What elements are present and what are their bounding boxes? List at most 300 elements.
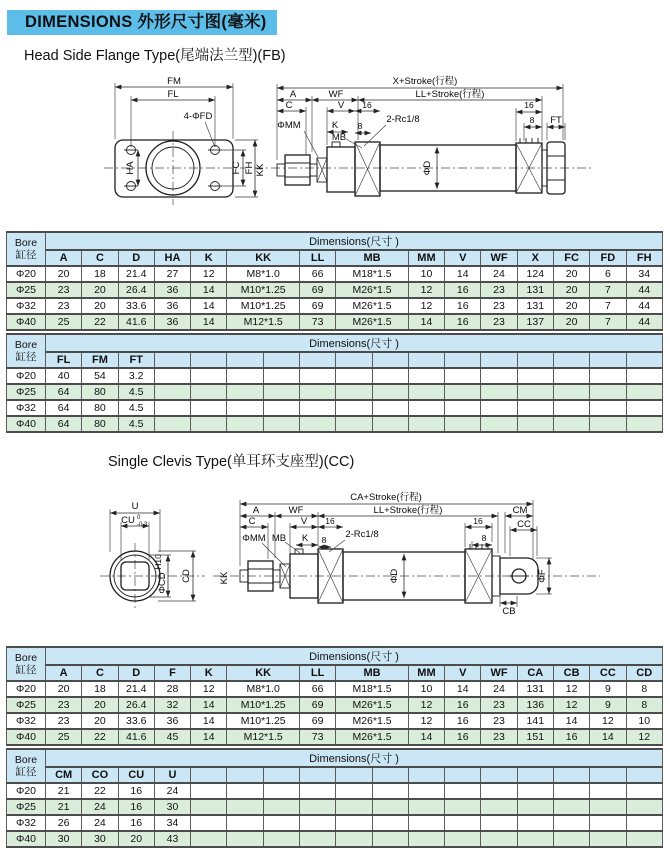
value-cell: 20	[553, 282, 589, 298]
empty-cell	[517, 799, 553, 815]
dimensions-header: Dimensions(尺寸 )	[46, 334, 663, 352]
empty-cell	[553, 368, 589, 384]
value-cell: 16	[445, 729, 481, 745]
column-header: FL	[46, 352, 82, 368]
empty-cell	[626, 783, 663, 799]
value-cell: 25	[46, 729, 82, 745]
dim-label-ca-stroke: CA+Stroke(行程)	[350, 492, 422, 503]
dim-label-kk: KK	[219, 571, 230, 585]
empty-cell	[372, 799, 408, 815]
column-header: CB	[553, 665, 589, 681]
empty-header-cell	[481, 767, 517, 783]
value-cell: 14	[191, 713, 227, 729]
clevis-sub-table	[6, 748, 663, 848]
value-cell: 16	[118, 799, 154, 815]
dim-label-k: K	[301, 533, 309, 544]
empty-header-cell	[517, 352, 553, 368]
bore-cell: Φ40	[7, 729, 46, 745]
column-header: U	[154, 767, 190, 783]
empty-cell	[445, 783, 481, 799]
empty-cell	[299, 815, 335, 831]
empty-cell	[299, 799, 335, 815]
value-cell: 14	[191, 282, 227, 298]
value-cell: 12	[408, 713, 444, 729]
column-header: KK	[227, 665, 300, 681]
bore-cell: Φ25	[7, 282, 46, 298]
value-cell: M12*1.5	[227, 729, 300, 745]
table-row	[7, 681, 663, 697]
table-row	[7, 831, 663, 847]
empty-header-cell	[590, 352, 626, 368]
empty-cell	[336, 831, 372, 847]
value-cell: 8	[626, 697, 663, 713]
dim-label-wf: WF	[328, 89, 344, 100]
value-cell: 73	[299, 729, 335, 745]
value-cell: 12	[626, 729, 663, 745]
value-cell: M26*1.5	[336, 729, 409, 745]
clevis-type-tables	[6, 646, 664, 848]
empty-cell	[517, 783, 553, 799]
dim-label-d: ΦD	[389, 568, 400, 584]
empty-cell	[517, 384, 553, 400]
value-cell: 41.6	[118, 729, 154, 745]
flange-type-tables	[6, 231, 664, 433]
value-cell: 14	[191, 298, 227, 314]
column-header: CO	[82, 767, 118, 783]
dim-label-cc: CC	[517, 519, 531, 530]
empty-cell	[445, 831, 481, 847]
value-cell: 32	[154, 697, 190, 713]
dim-label-cu-tol-bot: -0.3	[137, 522, 148, 528]
empty-cell	[263, 400, 299, 416]
clevis-main-table	[6, 646, 663, 746]
column-header: FD	[590, 250, 626, 266]
empty-cell	[626, 831, 663, 847]
dim-label-mb: MB	[271, 533, 287, 544]
value-cell: 14	[553, 713, 589, 729]
value-cell: 24	[481, 266, 517, 282]
empty-cell	[299, 400, 335, 416]
value-cell: 137	[517, 314, 553, 330]
table-row	[7, 713, 663, 729]
empty-cell	[191, 783, 227, 799]
flange-main-table	[6, 231, 663, 331]
empty-cell	[372, 400, 408, 416]
column-header: K	[191, 250, 227, 266]
empty-cell	[481, 831, 517, 847]
empty-cell	[154, 368, 190, 384]
value-cell: 20	[118, 831, 154, 847]
value-cell: 7	[590, 282, 626, 298]
value-cell: 24	[481, 681, 517, 697]
bore-cell: Φ25	[7, 697, 46, 713]
empty-cell	[626, 384, 663, 400]
value-cell: 80	[82, 384, 118, 400]
column-header: D	[118, 250, 154, 266]
empty-cell	[590, 368, 626, 384]
value-cell: 34	[626, 266, 663, 282]
value-cell: 21.4	[118, 681, 154, 697]
empty-cell	[481, 815, 517, 831]
value-cell: 12	[408, 298, 444, 314]
empty-cell	[445, 416, 481, 432]
empty-cell	[408, 384, 444, 400]
empty-cell	[299, 368, 335, 384]
dim-label-v: V	[337, 100, 345, 111]
empty-cell	[299, 831, 335, 847]
empty-cell	[227, 368, 263, 384]
value-cell: 64	[46, 384, 82, 400]
empty-cell	[336, 400, 372, 416]
value-cell: M8*1.0	[227, 681, 300, 697]
value-cell: 18	[82, 266, 118, 282]
column-header: CD	[626, 665, 663, 681]
value-cell: 43	[154, 831, 190, 847]
empty-header-cell	[336, 767, 372, 783]
value-cell: 23	[46, 697, 82, 713]
value-cell: 16	[118, 783, 154, 799]
column-header: A	[46, 665, 82, 681]
value-cell: 131	[517, 681, 553, 697]
empty-cell	[191, 831, 227, 847]
empty-header-cell	[626, 352, 663, 368]
empty-cell	[445, 368, 481, 384]
value-cell: 27	[154, 266, 190, 282]
bore-cell: Φ32	[7, 298, 46, 314]
empty-header-cell	[263, 767, 299, 783]
value-cell: 30	[46, 831, 82, 847]
dim-label-rc: 2-Rc1/8	[386, 114, 420, 125]
empty-cell	[263, 799, 299, 815]
empty-cell	[553, 384, 589, 400]
empty-cell	[408, 831, 444, 847]
value-cell: 20	[82, 713, 118, 729]
empty-cell	[553, 400, 589, 416]
value-cell: 30	[154, 799, 190, 815]
dim-label-u: U	[131, 501, 139, 512]
value-cell: 26.4	[118, 697, 154, 713]
column-header: A	[46, 250, 82, 266]
value-cell: 4.5	[118, 416, 154, 432]
column-header: MM	[408, 665, 444, 681]
value-cell: 23	[481, 314, 517, 330]
value-cell: 24	[82, 799, 118, 815]
empty-header-cell	[517, 767, 553, 783]
value-cell: 23	[481, 697, 517, 713]
dim-label-h10: H10	[153, 554, 163, 570]
empty-header-cell	[372, 767, 408, 783]
column-header: C	[82, 250, 118, 266]
value-cell: 131	[517, 282, 553, 298]
value-cell: 44	[626, 314, 663, 330]
bore-cell: Φ25	[7, 384, 46, 400]
value-cell: 12	[590, 713, 626, 729]
value-cell: 12	[408, 282, 444, 298]
value-cell: 136	[517, 697, 553, 713]
dim-label-v: V	[300, 516, 308, 527]
table-row	[7, 368, 663, 384]
page-title: DIMENSIONS 外形尺寸图(毫米)	[7, 10, 277, 35]
dim-label-a: A	[289, 89, 297, 100]
value-cell: 36	[154, 713, 190, 729]
empty-cell	[481, 783, 517, 799]
value-cell: 141	[517, 713, 553, 729]
value-cell: M8*1.0	[227, 266, 300, 282]
bore-header: Bore 缸径	[7, 334, 46, 368]
empty-header-cell	[590, 767, 626, 783]
empty-cell	[481, 384, 517, 400]
empty-cell	[553, 799, 589, 815]
value-cell: 14	[191, 729, 227, 745]
dim-label-rc: 2-Rc1/8	[345, 529, 379, 540]
value-cell: M10*1.25	[227, 282, 300, 298]
empty-cell	[481, 416, 517, 432]
column-header: D	[118, 665, 154, 681]
empty-cell	[590, 799, 626, 815]
empty-cell	[191, 384, 227, 400]
bore-cell: Φ20	[7, 681, 46, 697]
value-cell: M18*1.5	[336, 266, 409, 282]
dimensions-header: Dimensions(尺寸 )	[46, 647, 663, 665]
value-cell: 4.5	[118, 400, 154, 416]
empty-cell	[191, 400, 227, 416]
empty-cell	[336, 416, 372, 432]
empty-cell	[336, 783, 372, 799]
section-title-flange: Head Side Flange Type(尾端法兰型)(FB)	[24, 48, 286, 64]
value-cell: 14	[408, 314, 444, 330]
column-header: V	[445, 250, 481, 266]
value-cell: 20	[553, 314, 589, 330]
value-cell: 9	[590, 697, 626, 713]
empty-cell	[227, 815, 263, 831]
bore-header: Bore 缸径	[7, 232, 46, 266]
empty-cell	[553, 783, 589, 799]
column-header: C	[82, 665, 118, 681]
empty-cell	[191, 799, 227, 815]
flange-sub-table	[6, 333, 663, 433]
dim-label-ha: HA	[125, 161, 136, 175]
value-cell: M26*1.5	[336, 697, 409, 713]
value-cell: 36	[154, 282, 190, 298]
empty-cell	[517, 368, 553, 384]
value-cell: 33.6	[118, 713, 154, 729]
table-row	[7, 298, 663, 314]
table-row	[7, 799, 663, 815]
dimensions-header: Dimensions(尺寸 )	[46, 232, 663, 250]
value-cell: 23	[481, 298, 517, 314]
dim-label-f: ΦF	[537, 569, 548, 583]
dim-label-16: 16	[325, 516, 335, 526]
empty-header-cell	[408, 767, 444, 783]
empty-cell	[263, 416, 299, 432]
column-header: CC	[590, 665, 626, 681]
empty-cell	[590, 416, 626, 432]
empty-cell	[227, 831, 263, 847]
value-cell: M10*1.25	[227, 697, 300, 713]
empty-cell	[336, 815, 372, 831]
bore-header: Bore 缸径	[7, 647, 46, 681]
bore-cell: Φ32	[7, 815, 46, 831]
dim-label-wf: WF	[288, 505, 304, 516]
empty-header-cell	[372, 352, 408, 368]
empty-header-cell	[408, 352, 444, 368]
empty-cell	[408, 368, 444, 384]
empty-cell	[372, 783, 408, 799]
value-cell: 20	[553, 266, 589, 282]
rod-nut	[285, 155, 310, 185]
value-cell: 41.6	[118, 314, 154, 330]
empty-header-cell	[626, 767, 663, 783]
empty-header-cell	[445, 767, 481, 783]
empty-header-cell	[227, 767, 263, 783]
empty-cell	[227, 783, 263, 799]
dim-label-mm: ΦMM	[277, 120, 301, 131]
value-cell: 14	[445, 681, 481, 697]
empty-cell	[154, 416, 190, 432]
empty-cell	[191, 416, 227, 432]
value-cell: 21	[46, 799, 82, 815]
value-cell: 12	[553, 697, 589, 713]
value-cell: 69	[299, 298, 335, 314]
value-cell: 30	[82, 831, 118, 847]
value-cell: 66	[299, 266, 335, 282]
value-cell: 16	[445, 298, 481, 314]
value-cell: M26*1.5	[336, 282, 409, 298]
value-cell: 8	[626, 681, 663, 697]
table-row	[7, 783, 663, 799]
empty-cell	[517, 815, 553, 831]
empty-header-cell	[263, 352, 299, 368]
value-cell: 69	[299, 282, 335, 298]
value-cell: 151	[517, 729, 553, 745]
value-cell: 10	[408, 681, 444, 697]
empty-cell	[517, 831, 553, 847]
value-cell: 40	[46, 368, 82, 384]
dim-label-kk: KK	[255, 163, 266, 177]
dim-label-x-stroke: X+Stroke(行程)	[392, 76, 458, 87]
empty-cell	[553, 815, 589, 831]
column-header: CM	[46, 767, 82, 783]
value-cell: 26	[46, 815, 82, 831]
value-cell: 6	[590, 266, 626, 282]
column-header: KK	[227, 250, 300, 266]
empty-cell	[227, 384, 263, 400]
value-cell: 14	[191, 697, 227, 713]
dim-label-cd-dia: ΦCD	[157, 572, 168, 594]
value-cell: 69	[299, 713, 335, 729]
value-cell: 36	[154, 298, 190, 314]
empty-cell	[408, 799, 444, 815]
column-header: FC	[553, 250, 589, 266]
rear-ticks	[520, 138, 538, 143]
empty-cell	[445, 400, 481, 416]
port-boss	[295, 549, 303, 554]
empty-cell	[590, 831, 626, 847]
empty-cell	[445, 384, 481, 400]
table-row	[7, 729, 663, 745]
empty-cell	[372, 416, 408, 432]
empty-header-cell	[336, 352, 372, 368]
value-cell: 131	[517, 298, 553, 314]
value-cell: 24	[154, 783, 190, 799]
dim-label-k: K	[331, 120, 339, 131]
column-header: K	[191, 665, 227, 681]
value-cell: 44	[626, 298, 663, 314]
column-header: MM	[408, 250, 444, 266]
dim-label-16r: 16	[524, 100, 534, 110]
dim-label-a: A	[252, 505, 260, 516]
empty-cell	[372, 831, 408, 847]
column-header: FM	[82, 352, 118, 368]
value-cell: 20	[82, 282, 118, 298]
dim-label-c: C	[248, 516, 256, 527]
empty-cell	[263, 384, 299, 400]
value-cell: 16	[445, 314, 481, 330]
value-cell: 20	[553, 298, 589, 314]
column-header: WF	[481, 665, 517, 681]
empty-cell	[263, 815, 299, 831]
dim-label-ll-stroke: LL+Stroke(行程)	[415, 89, 485, 100]
empty-cell	[626, 368, 663, 384]
value-cell: M18*1.5	[336, 681, 409, 697]
value-cell: 10	[408, 266, 444, 282]
bore-cell: Φ32	[7, 713, 46, 729]
column-header: X	[517, 250, 553, 266]
column-header: FH	[626, 250, 663, 266]
value-cell: 22	[82, 314, 118, 330]
empty-cell	[336, 368, 372, 384]
empty-cell	[408, 783, 444, 799]
column-header: FT	[118, 352, 154, 368]
dim-label-cb: CB	[502, 606, 516, 617]
column-header: LL	[299, 665, 335, 681]
value-cell: 12	[553, 681, 589, 697]
column-header: WF	[481, 250, 517, 266]
value-cell: 21	[46, 783, 82, 799]
value-cell: 10	[626, 713, 663, 729]
dim-label-fh: FH	[244, 161, 255, 175]
value-cell: 22	[82, 729, 118, 745]
bore-cell: Φ25	[7, 799, 46, 815]
bore-cell: Φ32	[7, 400, 46, 416]
empty-cell	[626, 400, 663, 416]
clevis-type-drawing	[0, 478, 670, 648]
value-cell: 64	[46, 400, 82, 416]
value-cell: 16	[445, 282, 481, 298]
value-cell: 80	[82, 416, 118, 432]
bore-cell: Φ20	[7, 266, 46, 282]
value-cell: 14	[590, 729, 626, 745]
column-header: F	[154, 665, 190, 681]
bore-header: Bore 缸径	[7, 749, 46, 783]
dimensions-header: Dimensions(尺寸 )	[46, 749, 663, 767]
value-cell: 36	[154, 314, 190, 330]
value-cell: M26*1.5	[336, 713, 409, 729]
empty-cell	[263, 368, 299, 384]
dim-label-cd: CD	[181, 569, 192, 583]
empty-cell	[336, 799, 372, 815]
value-cell: M26*1.5	[336, 298, 409, 314]
empty-header-cell	[299, 352, 335, 368]
value-cell: 69	[299, 697, 335, 713]
value-cell: 66	[299, 681, 335, 697]
value-cell: 9	[590, 681, 626, 697]
empty-cell	[626, 799, 663, 815]
empty-cell	[626, 815, 663, 831]
dim-label-8: 8	[357, 121, 363, 131]
table-row	[7, 282, 663, 298]
empty-cell	[517, 400, 553, 416]
